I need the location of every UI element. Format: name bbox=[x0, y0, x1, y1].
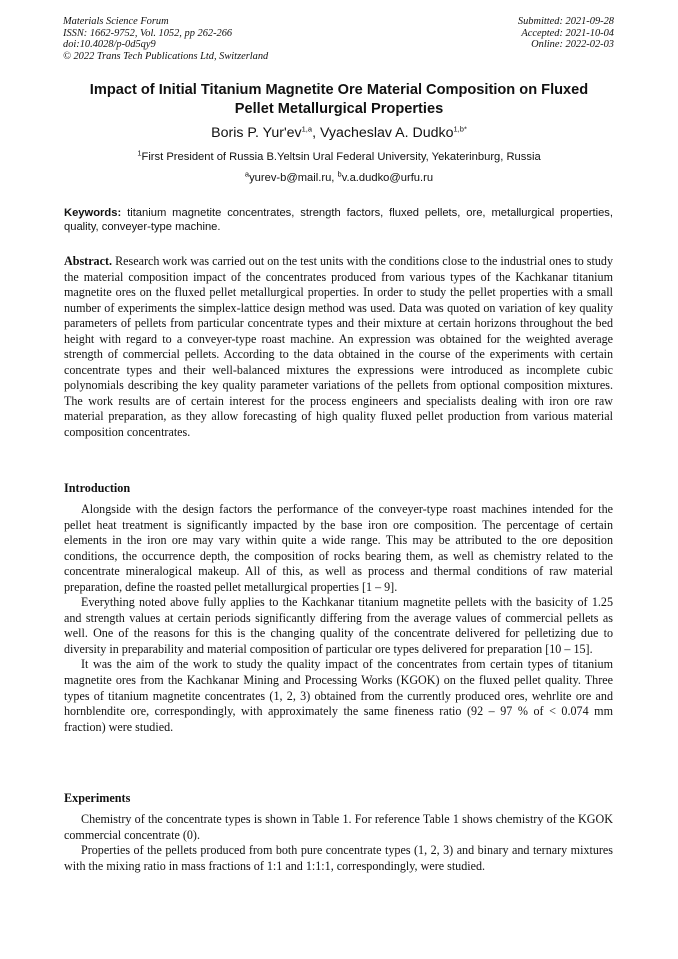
email-b-superscript: b bbox=[337, 169, 342, 179]
author-emails bbox=[40, 171, 638, 185]
affiliation bbox=[40, 150, 638, 164]
author-2: Vyacheslav A. Dudko bbox=[319, 125, 454, 141]
affiliation-text: First President of Russia B.Yeltsin Ural Federal University, Yekaterinburg, Russia bbox=[141, 151, 541, 163]
experiments-paragraph: Chemistry of the concentrate types is shown in Table 1. For reference Table 1 shows chemistry of the KGOK commercial concentrate (0). bbox=[64, 812, 613, 842]
email-a: yurev-b@mail.ru, bbox=[249, 172, 338, 184]
author-1-superscript: 1,a bbox=[301, 124, 313, 134]
introduction-section bbox=[64, 502, 613, 735]
author-1: Boris P. Yur'ev bbox=[211, 125, 302, 141]
doi-line: doi:10.4028/p-0d5qy9 bbox=[63, 39, 156, 51]
keywords-label: Keywords: bbox=[64, 207, 122, 219]
introduction-paragraph: It was the aim of the work to study the quality impact of the concentrates from certain types of titanium magnetite ores from the Kachkanar Mining and Processing Works (KGOK) on the fluxed pellet quality. Three types of titanium magnetite concentrates (1, 2, 3) obtained from the currently produced ores, wehrlite ore and hornblendite ore, correspondingly, with approximately the same fineness ratio (92 – 97 % of < 0.074 mm fraction) were studied. bbox=[64, 657, 613, 734]
paper-title bbox=[40, 81, 638, 119]
author-separator: , bbox=[312, 125, 320, 141]
experiments-section bbox=[64, 812, 613, 874]
dates-header bbox=[518, 16, 614, 51]
journal-name: Materials Science Forum bbox=[63, 16, 169, 27]
keywords-text: titanium magnetite concentrates, strength factors, fluxed pellets, ore, metallurgical properties, quality, conveyer-type machine. bbox=[64, 207, 613, 234]
experiments-heading: Experiments bbox=[64, 791, 131, 805]
author-list bbox=[40, 124, 638, 142]
email-b: v.a.dudko@urfu.ru bbox=[341, 172, 434, 184]
accepted-date: Accepted: 2021-10-04 bbox=[521, 27, 614, 39]
issn-line: ISSN: 1662-9752, Vol. 1052, pp 262-266 bbox=[63, 27, 233, 39]
copyright-line: © 2022 Trans Tech Publications Ltd, Switzerland bbox=[63, 50, 269, 62]
affiliation-superscript: 1 bbox=[137, 148, 142, 158]
experiments-paragraph: Properties of the pellets produced from both pure concentrate types (1, 2, 3) and binary and ternary mixtures with the mixing ratio in mass fractions of 1:1 and 1:1:1, correspondingly, were studied. bbox=[64, 843, 613, 873]
submitted-date: Submitted: 2021-09-28 bbox=[517, 16, 614, 27]
introduction-paragraph: Everything noted above fully applies to the Kachkanar titanium magnetite pellets with the basicity of 1.25 and strength values at certain periods significantly differing from the average values of commercial pellets as well. One of the reasons for this is the changing quality of the concentrate delivered for pelletizing due to diversity in preparability and material composition of particular ore types delivered for preparation [10 – 15]. bbox=[64, 595, 613, 656]
introduction-paragraph: Alongside with the design factors the performance of the conveyer-type roast machines intended for the pellet heat treatment is significantly impacted by the base iron ore composition. The percentage of certain elements in the iron ore may vary within quite a wide range. This may be attributed to the ore deposition conditions, the occurrence depth, the composition of rocks bearing them, as well as chemistry related to the concentrate mineralogical makeup. All of this, as well as process and thermal conditions of raw material preparation, define the roasted pellet metallurgical properties [1 – 9]. bbox=[64, 502, 613, 594]
keywords bbox=[64, 206, 613, 235]
journal-header bbox=[63, 16, 268, 62]
abstract-label: Abstract. bbox=[64, 254, 113, 268]
email-a-superscript: a bbox=[244, 169, 250, 179]
abstract bbox=[64, 254, 613, 441]
title-line-1: Impact of Initial Titanium Magnetite Ore Material Composition on Fluxed bbox=[89, 82, 589, 98]
abstract-text: Research work was carried out on the test units with the conditions close to the industrial ones to study the material composition impact of the concentrates produced from various types of the Kachkanar titanium magnetite ores on the fluxed pellet metallurgical properties. In order to study the pellet properties with a small number of experiments the simplex-lattice design method was used. Data was quoted on variation of key quality parameters of pellets from particular concentrate types and their mixture at certain horizons throughout the bed height with regard to a conveyer-type roast machine. An expression was obtained for the weighted average strength of commercial pellets. According to the data obtained in the course of the experiments with certain concentrate types and their well-balanced mixtures the expressions were introduced as incomplete cubic polynomials describing the key quality parameter variations of the pellets from optional composition mixtures. The work results are of certain interest for the process engineers and specialists dealing with iron ore raw material preparation, as they allow forecasting of high quality fluxed pellet production from various material composition concentrates. bbox=[64, 254, 613, 440]
author-2-superscript: 1,b* bbox=[453, 124, 467, 134]
introduction-heading: Introduction bbox=[64, 481, 131, 495]
title-line-2: Pellet Metallurgical Properties bbox=[234, 101, 444, 117]
online-date: Online: 2022-02-03 bbox=[531, 39, 614, 51]
